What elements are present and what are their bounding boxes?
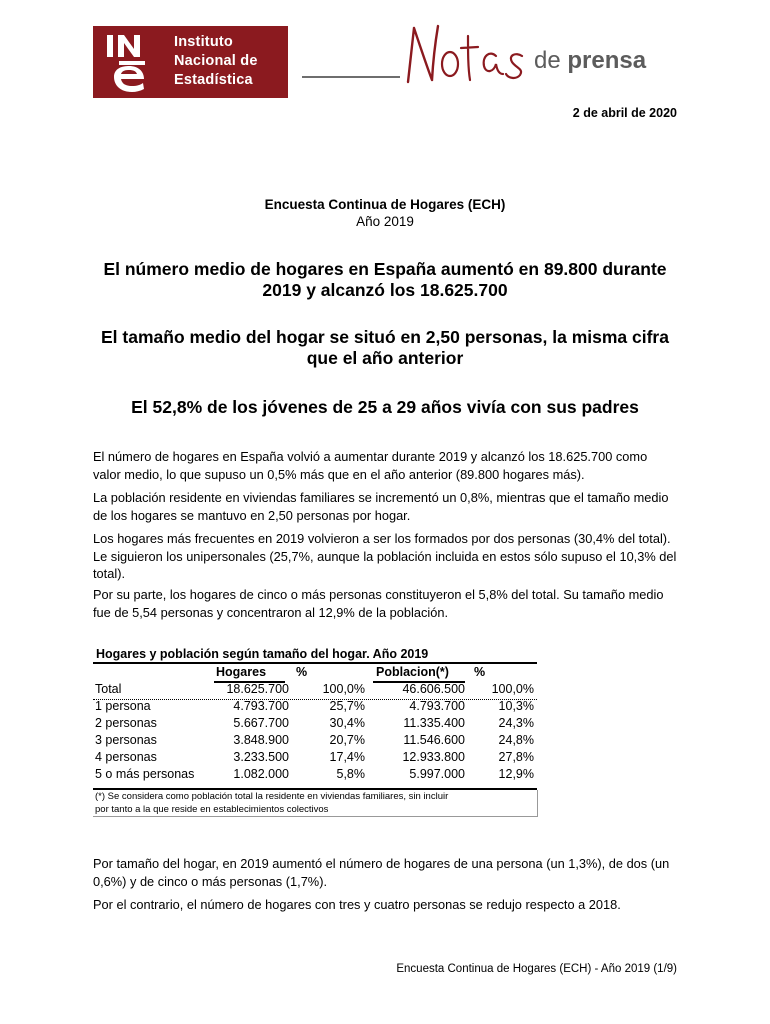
logo-name-line-2: Nacional de xyxy=(174,53,258,69)
paragraph-4: Por su parte, los hogares de cinco o más personas constituyeron el 5,8% del total. Su tamaño medio fue de 5,54 personas y concentraron al 12,9% de la población. xyxy=(93,587,664,620)
masthead-de: de xyxy=(534,47,561,74)
cell-hogares-pct: 25,7% xyxy=(329,699,365,713)
row-label: Total xyxy=(95,682,122,696)
masthead-prensa-word: prensa xyxy=(567,47,647,74)
paragraph-5: Por tamaño del hogar, en 2019 aumentó el número de hogares de una persona (un 1,3%), de dos (un 0,6%) y de cinco o más personas (1,7%). xyxy=(93,856,670,889)
paragraph-3: Los hogares más frecuentes en 2019 volvieron a ser los formados por dos personas (30,4% del total). Le siguieron los unipersonales (25,7%, aunque la población incluida en estos sólo supuso el 10,3% del total). xyxy=(93,531,677,581)
paragraph-2: La población residente en viviendas familiares se incrementó un 0,8%, mientras que el tamaño medio de los hogares se mantuvo en 2,50 personas por hogar. xyxy=(93,490,669,523)
cell-hogares-pct: 5,8% xyxy=(336,767,365,781)
table-row xyxy=(93,716,537,733)
cell-poblacion: 11.335.400 xyxy=(403,716,465,730)
cell-hogares: 3.233.500 xyxy=(233,750,289,764)
row-label: 4 personas xyxy=(95,750,157,764)
cell-poblacion: 11.546.600 xyxy=(403,733,465,747)
cell-hogares-pct: 17,4% xyxy=(329,750,365,764)
cell-poblacion-pct: 10,3% xyxy=(498,699,534,713)
footnote-line-2: por tanto a la que reside en establecimientos colectivos xyxy=(95,804,329,815)
table-footnote xyxy=(93,790,538,817)
masthead-rule xyxy=(302,76,400,78)
cell-poblacion-pct: 24,8% xyxy=(498,733,534,747)
cell-poblacion: 46.606.500 xyxy=(402,682,465,696)
column-header-hogares: Hogares xyxy=(216,665,267,679)
column-header-poblacion-pct: % xyxy=(474,665,486,679)
cell-poblacion-pct: 27,8% xyxy=(498,750,534,764)
column-header-poblacion: Poblacion(*) xyxy=(376,665,449,679)
table-row xyxy=(93,750,537,767)
cell-poblacion: 12.933.800 xyxy=(402,750,465,764)
row-label: 1 persona xyxy=(95,699,151,713)
table-row xyxy=(93,699,537,716)
headline-3: El 52,8% de los jóvenes de 25 a 29 años vivía con sus padres xyxy=(131,397,639,417)
logo-name-line-3: Estadística xyxy=(174,72,253,88)
row-label: 3 personas xyxy=(95,733,157,747)
cell-hogares: 18.625.700 xyxy=(226,682,289,696)
cell-hogares: 4.793.700 xyxy=(233,699,289,713)
cell-poblacion: 4.793.700 xyxy=(409,699,465,713)
ine-logo-name xyxy=(174,33,258,90)
paragraph-1: El número de hogares en España volvió a aumentar durante 2019 y alcanzó los 18.625.700 como valor medio, lo que supuso un 0,5% más que en el año anterior (89.800 hogares más). xyxy=(93,449,648,482)
notas-script-logo xyxy=(404,22,532,86)
cell-hogares: 3.848.900 xyxy=(233,733,289,747)
cell-poblacion-pct: 12,9% xyxy=(498,767,534,781)
row-label: 2 personas xyxy=(95,716,157,730)
table-top-rule xyxy=(93,662,537,664)
cell-hogares: 1.082.000 xyxy=(233,767,289,781)
table-row-total xyxy=(93,682,537,700)
row-label: 5 o más personas xyxy=(95,767,195,781)
logo-name-line-1: Instituto xyxy=(174,34,233,50)
release-date: 2 de abril de 2020 xyxy=(572,106,677,120)
cell-hogares: 5.667.700 xyxy=(233,716,289,730)
cell-poblacion: 5.997.000 xyxy=(409,767,465,781)
headline-1: El número medio de hogares en España aumentó en 89.800 durante 2019 y alcanzó los 18.625.700 xyxy=(103,259,667,300)
cell-poblacion-pct: 100,0% xyxy=(491,682,534,696)
page-footer: Encuesta Continua de Hogares (ECH) - Año 2019 (1/9) xyxy=(396,963,677,975)
ine-logo-mark xyxy=(93,26,165,98)
table-row xyxy=(93,767,537,784)
survey-year: Año 2019 xyxy=(356,214,414,229)
headline-2: El tamaño medio del hogar se situó en 2,50 personas, la misma cifra que el año anterior xyxy=(101,327,669,368)
cell-poblacion-pct: 24,3% xyxy=(498,716,534,730)
table-title: Hogares y población según tamaño del hogar. Año 2019 xyxy=(96,647,429,661)
cell-hogares-pct: 20,7% xyxy=(329,733,365,747)
paragraph-6: Por el contrario, el número de hogares con tres y cuatro personas se redujo respecto a 2018. xyxy=(93,897,621,912)
table-row xyxy=(93,733,537,750)
cell-hogares-pct: 100,0% xyxy=(322,682,365,696)
survey-title: Encuesta Continua de Hogares (ECH) xyxy=(264,197,506,212)
masthead-prensa xyxy=(534,47,646,75)
footnote-line-1: (*) Se considera como población total la residente en viviendas familiares, sin incluir xyxy=(95,791,449,802)
column-header-hogares-pct: % xyxy=(296,665,308,679)
ine-logo xyxy=(93,26,288,98)
cell-hogares-pct: 30,4% xyxy=(329,716,365,730)
